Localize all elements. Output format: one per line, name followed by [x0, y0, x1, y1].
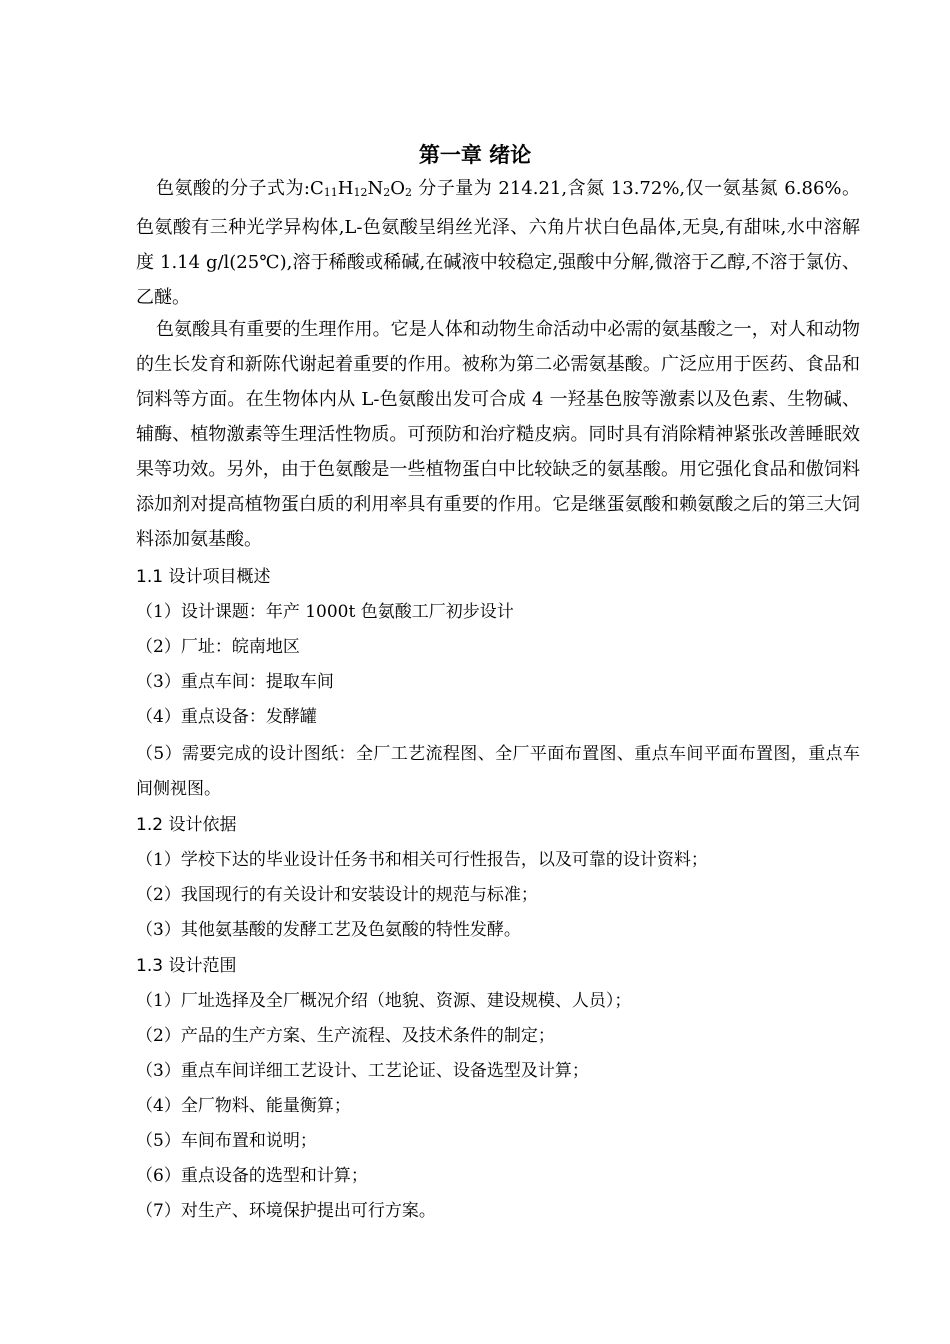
chapter-title: 第一章 绪论: [418, 143, 532, 167]
formula-text-a: 色氨酸的分子式为:C: [156, 178, 324, 199]
section-heading-1-2: 1.2 设计依据: [136, 815, 237, 835]
list-item: （3）其他氨基酸的发酵工艺及色氨酸的特性发酵。: [136, 920, 521, 940]
intro-paragraph-2: 色氨酸具有重要的生理作用。它是人体和动物生命活动中必需的氨基酸之一，对人和动物的生长发育和新陈代谢起着重要的作用。被称为第二必需氨基酸。广泛应用于医药、食品和饲料等方面。在生物体内从 L-色氨酸出发可合成 4 一羟基色胺等激素以及色素、生物碱、辅酶、植物激素等生理活性物质。可预防和治疗糙皮病。同时具有消除精神紧张改善睡眠效果等功效。另外，由于色氨酸是一些植物蛋白中比较缺乏的氨基酸。用它强化食品和傲饲料添加剂对提高植物蛋白质的利用率具有重要的作用。它是继蛋氨酸和赖氨酸之后的第三大饲料添加氨基酸。: [136, 319, 860, 550]
list-item: （3）重点车间详细工艺设计、工艺论证、设备选型及计算；: [136, 1061, 589, 1081]
list-item: （6）重点设备的选型和计算；: [136, 1166, 368, 1186]
formula-sub-3: 2: [383, 186, 391, 199]
list-item: （2）产品的生产方案、生产流程、及技术条件的制定；: [136, 1026, 555, 1046]
list-item: （7）对生产、环境保护提出可行方案。: [136, 1201, 436, 1221]
list-item: （5）需要完成的设计图纸：全厂工艺流程图、全厂平面布置图、重点车间平面布置图，重点车间侧视图。: [136, 744, 860, 799]
list-item: （5）车间布置和说明；: [136, 1131, 317, 1151]
list-item: （1）厂址选择及全厂概况介绍（地貌、资源、建设规模、人员）；: [136, 991, 632, 1011]
section-heading-1-3: 1.3 设计范围: [136, 956, 237, 976]
list-item: （1）设计课题：年产 1000t 色氨酸工厂初步设计: [136, 602, 514, 622]
list-item: （3）重点车间：提取车间: [136, 672, 334, 692]
list-item: （2）厂址：皖南地区: [136, 637, 300, 657]
list-item: （4）全厂物料、能量衡算；: [136, 1096, 351, 1116]
list-item: （1）学校下达的毕业设计任务书和相关可行性报告，以及可靠的设计资料；: [136, 850, 708, 870]
section-heading-1-1: 1.1 设计项目概述: [136, 567, 271, 587]
formula-sub-2: 12: [353, 186, 368, 199]
formula-text-c: N: [367, 178, 384, 199]
formula-text-b: H: [337, 178, 354, 199]
list-item: （2）我国现行的有关设计和安装设计的规范与标准；: [136, 885, 538, 905]
list-item: （4）重点设备：发酵罐: [136, 707, 317, 727]
formula-text-d: O: [390, 178, 405, 199]
formula-sub-4: 2: [405, 186, 412, 199]
intro-paragraph-1: [136, 171, 860, 315]
paragraph-1-body: 分子量为 214.21,含氮 13.72%,仅一氨基氮 6.86%。色氨酸有三种光学异构体,L-色氨酸呈绢丝光泽、六角片状白色晶体,无臭,有甜味,水中溶解度 1.14 g/l(25℃),溶于稀酸或稀碱,在碱液中较稳定,强酸中分解,微溶于乙醇,不溶于氯仿、乙醚。: [136, 178, 860, 308]
formula-sub-1: 11: [323, 186, 338, 199]
